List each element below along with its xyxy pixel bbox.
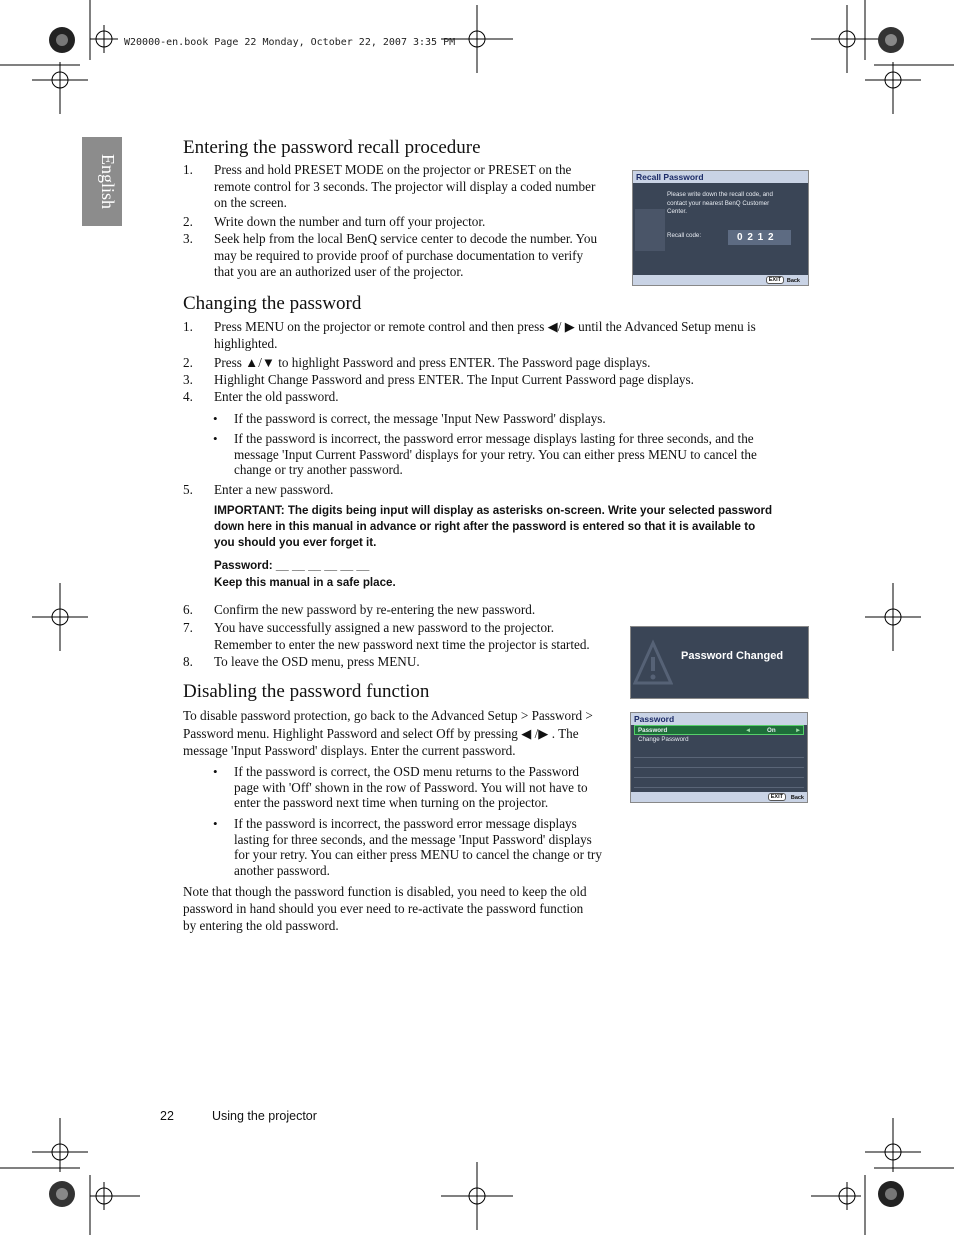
password-changed-message: Password Changed	[681, 650, 784, 662]
warning-icon	[633, 639, 673, 687]
menu-divider	[634, 757, 804, 758]
osd-title: Password	[631, 713, 807, 725]
exit-key: EXIT	[766, 276, 784, 284]
recall-password-osd	[632, 170, 809, 286]
file-info-header: W20000-en.book Page 22 Monday, October 22, 2007 3:35 PM	[124, 37, 456, 48]
bullet-text: If the password is correct, the OSD menu returns to the Password page with 'Off' shown in the row of Password. You will not have to enter the password next time when turning on the projector.	[234, 764, 588, 810]
password-write-line: Password: __ __ __ __ __ __	[214, 559, 370, 572]
step-number: 8.	[183, 654, 193, 669]
lock-icon	[635, 209, 665, 251]
disable-intro: To disable password protection, go back to the Advanced Setup > Password > Password menu. Highlight Password and select Off by pressing ◀ /▶ . The message 'Input Password' displays. Enter the current password.	[183, 708, 593, 758]
section-title-change: Changing the password	[183, 293, 362, 314]
step-text: Press and hold PRESET MODE on the projector or PRESET on the remote control for 3 seconds. The projector will display a coded number on the screen.	[214, 162, 596, 210]
step-text: You have successfully assigned a new password to the projector. Remember to enter the new password next time the projector is started.	[214, 620, 590, 652]
recall-code-label: Recall code:	[667, 232, 702, 239]
osd-title: Recall Password	[633, 171, 808, 183]
step-text: Confirm the new password by re-entering the new password.	[214, 602, 536, 617]
right-arrow-icon[interactable]: ►	[795, 727, 802, 734]
step-text: To leave the OSD menu, press MENU.	[214, 654, 420, 669]
menu-divider	[634, 777, 804, 778]
step-number: 7.	[183, 620, 193, 635]
bullet: •	[213, 816, 218, 831]
step-text: Highlight Change Password and press ENTER. The Input Current Password page displays.	[214, 372, 694, 387]
bullet: •	[213, 411, 218, 426]
step-number: 1.	[183, 162, 193, 177]
step-number: 3.	[183, 231, 193, 246]
step-text: Enter the old password.	[214, 389, 339, 404]
osd-message: Please write down the recall code, and contact your nearest BenQ Customer Center.	[667, 191, 773, 215]
step-text: Press ▲/▼ to highlight Password and press ENTER. The Password page displays.	[214, 355, 651, 370]
recall-code-value: 0 2 1 2	[728, 230, 791, 245]
step-number: 1.	[183, 319, 193, 334]
bullet-text: If the password is incorrect, the password error message displays lasting for three seconds, and the message 'Input Password' displays for your retry. You can either press MENU to cancel the change or try another password.	[234, 816, 602, 878]
osd-footer-bar	[631, 792, 807, 802]
menu-divider	[634, 767, 804, 768]
menu-row-change-password[interactable]	[634, 735, 804, 745]
menu-row-label: Change Password	[638, 736, 689, 743]
keep-manual-note: Keep this manual in a safe place.	[214, 576, 396, 589]
step-text: Press MENU on the projector or remote control and then press ◀/ ▶ until the Advanced Setup menu is highlighted.	[214, 319, 756, 351]
password-menu-osd	[630, 712, 808, 803]
step-text: Seek help from the local BenQ service center to decode the number. You may be required to provide proof of purchase documentation to verify that you are an authorized user of the projector.	[214, 231, 598, 279]
step-number: 2.	[183, 214, 193, 229]
exit-key: EXIT	[768, 793, 786, 801]
menu-row-value: On	[767, 727, 776, 734]
closing-note: Note that though the password function is disabled, you need to keep the old password in hand should you ever need to re-activate the password function by entering the old password.	[183, 884, 587, 933]
side-tab-label: English	[98, 154, 118, 210]
menu-row-label: Password	[638, 727, 668, 734]
step-number: 3.	[183, 372, 193, 387]
bullet-text: If the password is correct, the message 'Input New Password' displays.	[234, 411, 606, 426]
menu-divider	[634, 787, 804, 788]
menu-row-password[interactable]	[634, 725, 804, 735]
password-changed-osd	[630, 626, 809, 699]
bullet: •	[213, 431, 218, 446]
bullet: •	[213, 764, 218, 779]
step-number: 6.	[183, 602, 193, 617]
step-number: 4.	[183, 389, 193, 404]
step-number: 2.	[183, 355, 193, 370]
section-title-recall: Entering the password recall procedure	[183, 137, 481, 158]
footer-section: Using the projector	[212, 1109, 317, 1123]
language-side-tab	[82, 137, 122, 226]
back-label: Back	[790, 795, 804, 801]
section-title-disable: Disabling the password function	[183, 681, 430, 702]
step-text: Enter a new password.	[214, 482, 334, 497]
important-note: IMPORTANT: The digits being input will display as asterisks on-screen. Write your selected password down here in this manual in advance or right after the password is entered so that it is available to you should you ever forget it.	[214, 504, 773, 549]
left-arrow-icon[interactable]: ◄	[745, 727, 752, 734]
step-text: Write down the number and turn off your projector.	[214, 214, 486, 229]
step-number: 5.	[183, 482, 193, 497]
bullet-text: If the password is incorrect, the password error message displays lasting for three seconds, and the message 'Input Current Password' displays for your retry. You can either press MENU to cancel the change or try another password.	[234, 431, 757, 477]
osd-footer-bar	[633, 275, 808, 285]
page-number: 22	[160, 1109, 174, 1123]
back-label: Back	[786, 278, 800, 284]
